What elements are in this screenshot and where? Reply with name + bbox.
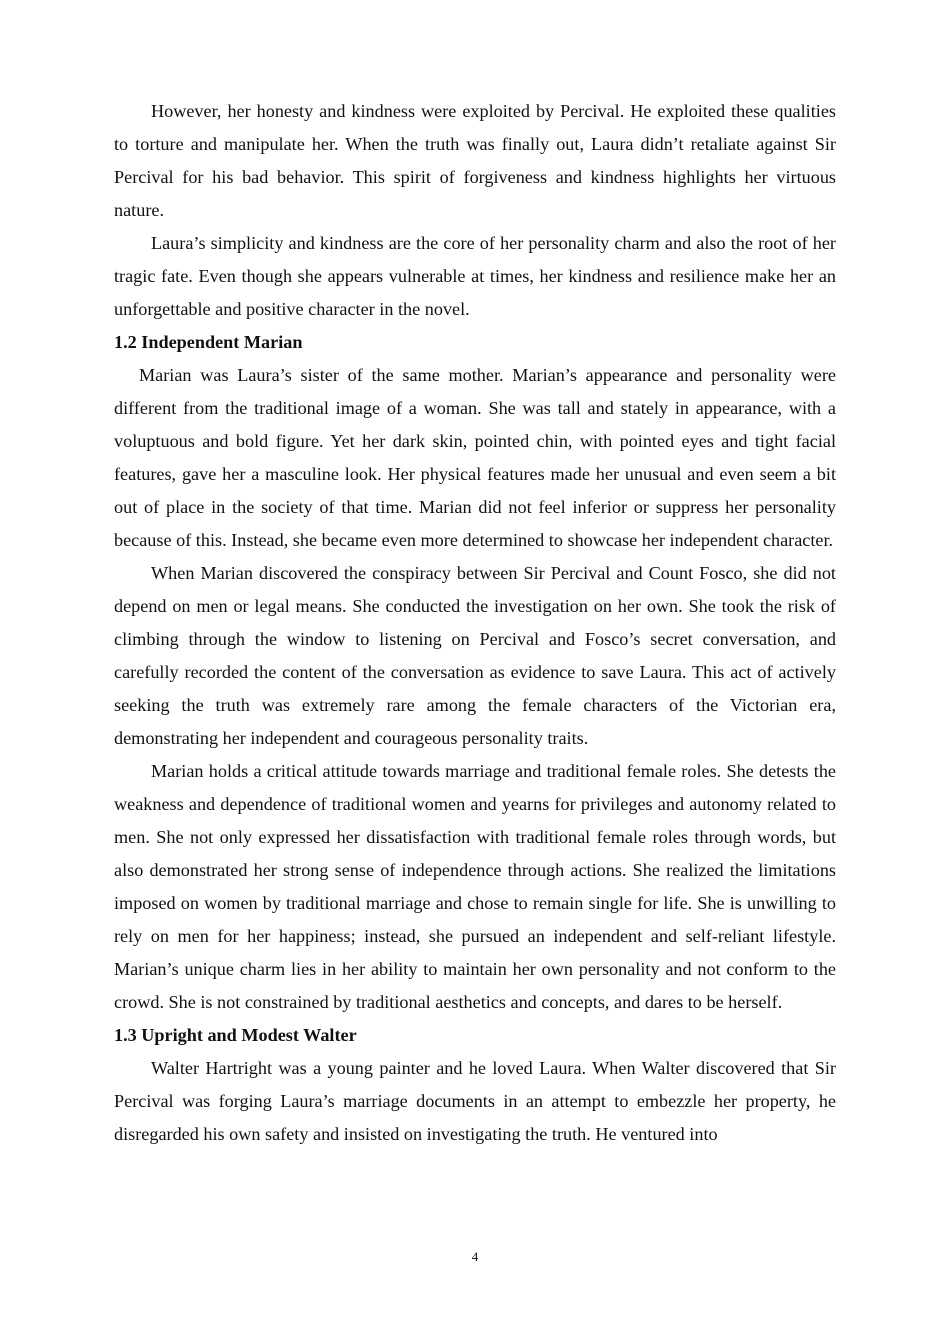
paragraph-walter-hartright: Walter Hartright was a young painter and he loved Laura. When Walter discovered that Sir Percival was forging Laura’s marriage documents in an attempt to embezzle her property, he disregarded his own safety and insisted on investigating the truth. He ventured into <box>114 1058 836 1144</box>
paragraph-marian-appearance: Marian was Laura’s sister of the same mother. Marian’s appearance and personality were different from the traditional image of a woman. She was tall and stately in appearance, with a voluptuous and bold figure. Yet her dark skin, pointed chin, with pointed eyes and tight facial features, gave her a masculine look. Her physical features made her unusual and even seem a bit out of place in the society of that time. Marian did not feel inferior or suppress her personality because of this. Instead, she became even more determined to showcase her independent character. <box>114 365 836 550</box>
page-body <box>114 95 836 1151</box>
paragraph-marian-investigation: When Marian discovered the conspiracy between Sir Percival and Count Fosco, she did not depend on men or legal means. She conducted the investigation on her own. She took the risk of climbing through the window to listening on Percival and Fosco’s secret conversation, and carefully recorded the content of the conversation as evidence to save Laura. This act of actively seeking the truth was extremely rare among the female characters of the Victorian era, demonstrating her independent and courageous personality traits. <box>114 563 836 748</box>
paragraph-laura-exploited: However, her honesty and kindness were exploited by Percival. He exploited these qualities to torture and manipulate her. When the truth was finally out, Laura didn’t retaliate against Sir Percival for his bad behavior. This spirit of forgiveness and kindness highlights her virtuous nature. <box>114 101 836 220</box>
paragraph-laura-simplicity: Laura’s simplicity and kindness are the core of her personality charm and also the root of her tragic fate. Even though she appears vulnerable at times, her kindness and resilience make her an unforgettable and positive character in the novel. <box>114 233 836 319</box>
paragraph-marian-marriage-attitude: Marian holds a critical attitude towards marriage and traditional female roles. She detests the weakness and dependence of traditional women and yearns for privileges and autonomy related to men. She not only expressed her dissatisfaction with traditional female roles through words, but also demonstrated her strong sense of independence through actions. She realized the limitations imposed on women by traditional marriage and chose to remain single for life. She is unwilling to rely on men for her happiness; instead, she pursued an independent and self-reliant lifestyle. Marian’s unique charm lies in her ability to maintain her own personality and not conform to the crowd. She is not constrained by traditional aesthetics and concepts, and dares to be herself. <box>114 761 836 1012</box>
section-heading-independent-marian: 1.2 Independent Marian <box>114 332 303 352</box>
section-heading-upright-walter: 1.3 Upright and Modest Walter <box>114 1025 357 1045</box>
page-number: 4 <box>471 1249 479 1264</box>
